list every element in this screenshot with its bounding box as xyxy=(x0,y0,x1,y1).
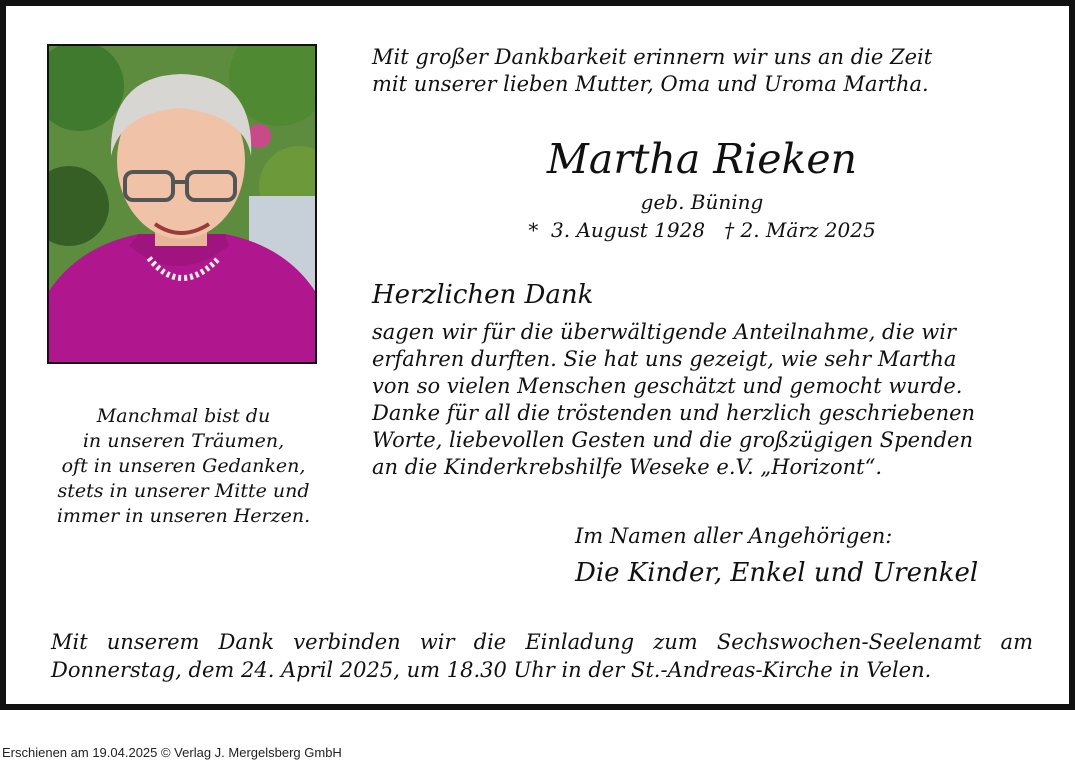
poem-line: immer in unseren Herzen. xyxy=(56,505,311,527)
invitation-line: Mit unserem Dank verbinden wir die Einladung zum Sechswochen-Seelenamt am xyxy=(51,630,1033,654)
thanks-line: an die Kinderkrebshilfe Weseke e.V. „Horizont“. xyxy=(372,455,883,479)
intro-text xyxy=(372,44,932,98)
portrait-photo xyxy=(47,44,317,364)
thanks-text xyxy=(372,319,975,481)
memorial-poem xyxy=(41,404,326,529)
invitation-line: Donnerstag, dem 24. April 2025, um 18.30 Uhr in der St.-Andreas-Kirche in Velen. xyxy=(51,658,932,682)
poem-line: Manchmal bist du xyxy=(96,405,271,427)
intro-line: Mit großer Dankbarkeit erinnern wir uns an die Zeit xyxy=(372,45,933,69)
birth-name: geb. Büning xyxy=(640,190,764,214)
invitation-text xyxy=(51,628,1033,684)
signature-family: Die Kinder, Enkel und Urenkel xyxy=(575,558,979,588)
intro-line: mit unserer lieben Mutter, Oma und Uroma Martha. xyxy=(372,72,929,96)
signature-intro: Im Namen aller Angehörigen: xyxy=(575,524,893,548)
publication-footer: Erschienen am 19.04.2025 © Verlag J. Mergelsberg GmbH xyxy=(2,745,342,760)
thanks-line: Danke für all die tröstenden und herzlich geschriebenen xyxy=(372,401,976,425)
thanks-heading: Herzlichen Dank xyxy=(372,280,594,310)
thanks-line: Worte, liebevollen Gesten und die großzügigen Spenden xyxy=(372,428,973,452)
deceased-name: Martha Rieken xyxy=(546,135,858,183)
thanks-line: von so vielen Menschen geschätzt und gemocht wurde. xyxy=(372,374,963,398)
poem-line: stets in unserer Mitte und xyxy=(57,480,310,502)
thanks-line: sagen wir für die überwältigende Anteilnahme, die wir xyxy=(372,320,957,344)
life-dates: * 3. August 1928 † 2. März 2025 xyxy=(528,218,876,242)
portrait-image xyxy=(49,46,315,362)
thanks-line: erfahren durften. Sie hat uns gezeigt, wie sehr Martha xyxy=(372,347,957,371)
poem-line: oft in unseren Gedanken, xyxy=(61,455,306,477)
poem-line: in unseren Träumen, xyxy=(82,430,285,452)
